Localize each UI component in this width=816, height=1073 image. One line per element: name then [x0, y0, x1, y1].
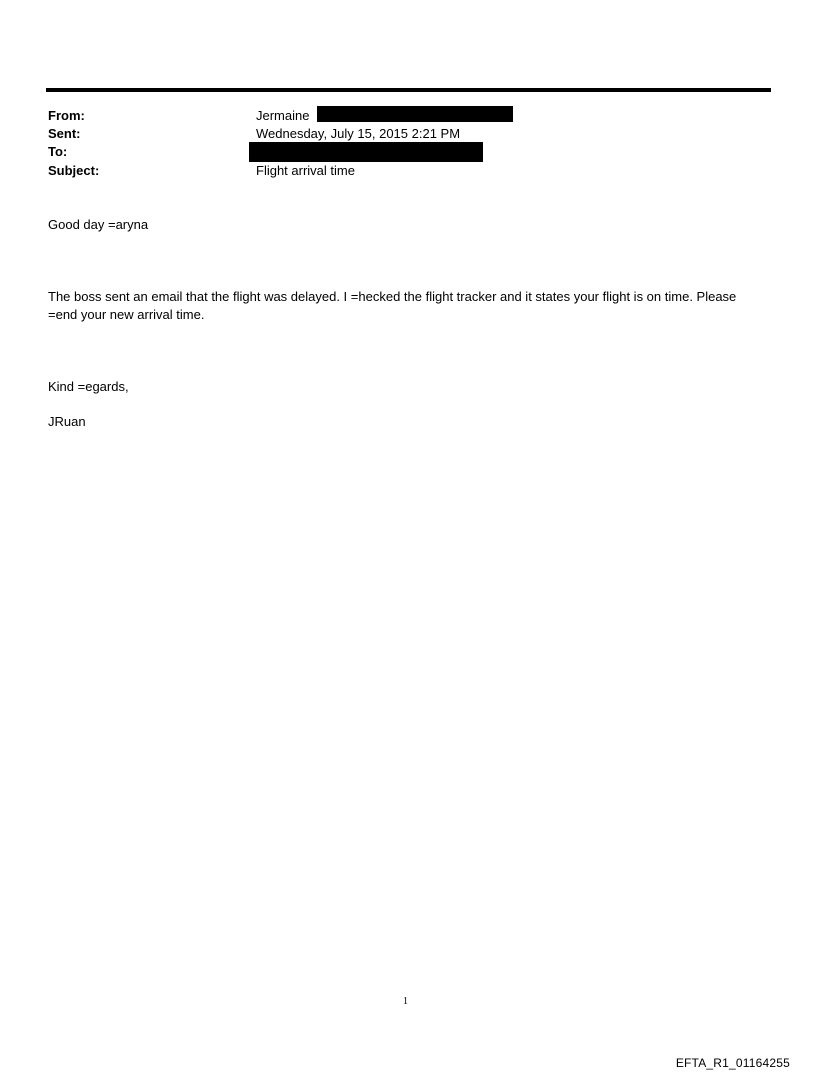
bates-number: EFTA_R1_01164255 — [675, 1056, 790, 1070]
email-greeting: Good day =aryna — [48, 217, 149, 232]
header-row-sent — [48, 125, 748, 143]
from-name: Jermaine — [256, 108, 310, 123]
to-label: To: — [48, 144, 68, 159]
header-row-subject — [48, 162, 748, 180]
email-signature: JRuan — [48, 414, 86, 429]
sent-label: Sent: — [48, 126, 81, 141]
from-label: From: — [48, 108, 85, 123]
email-message: The boss sent an email that the flight was delayed. I =hecked the flight tracker and it states your flight is on time. Please =end your new arrival time. — [48, 289, 737, 322]
subject-label: Subject: — [48, 163, 100, 178]
header-divider-rule — [46, 88, 771, 92]
sent-value: Wednesday, July 15, 2015 2:21 PM — [256, 126, 461, 141]
subject-value: Flight arrival time — [256, 163, 355, 178]
header-row-from — [48, 107, 748, 125]
from-redaction-box — [317, 106, 513, 122]
page-number: 1 — [403, 996, 408, 1007]
from-value — [256, 107, 513, 125]
email-closing: Kind =egards, — [48, 379, 129, 394]
to-redaction-box — [249, 142, 483, 162]
header-row-to — [48, 143, 748, 161]
